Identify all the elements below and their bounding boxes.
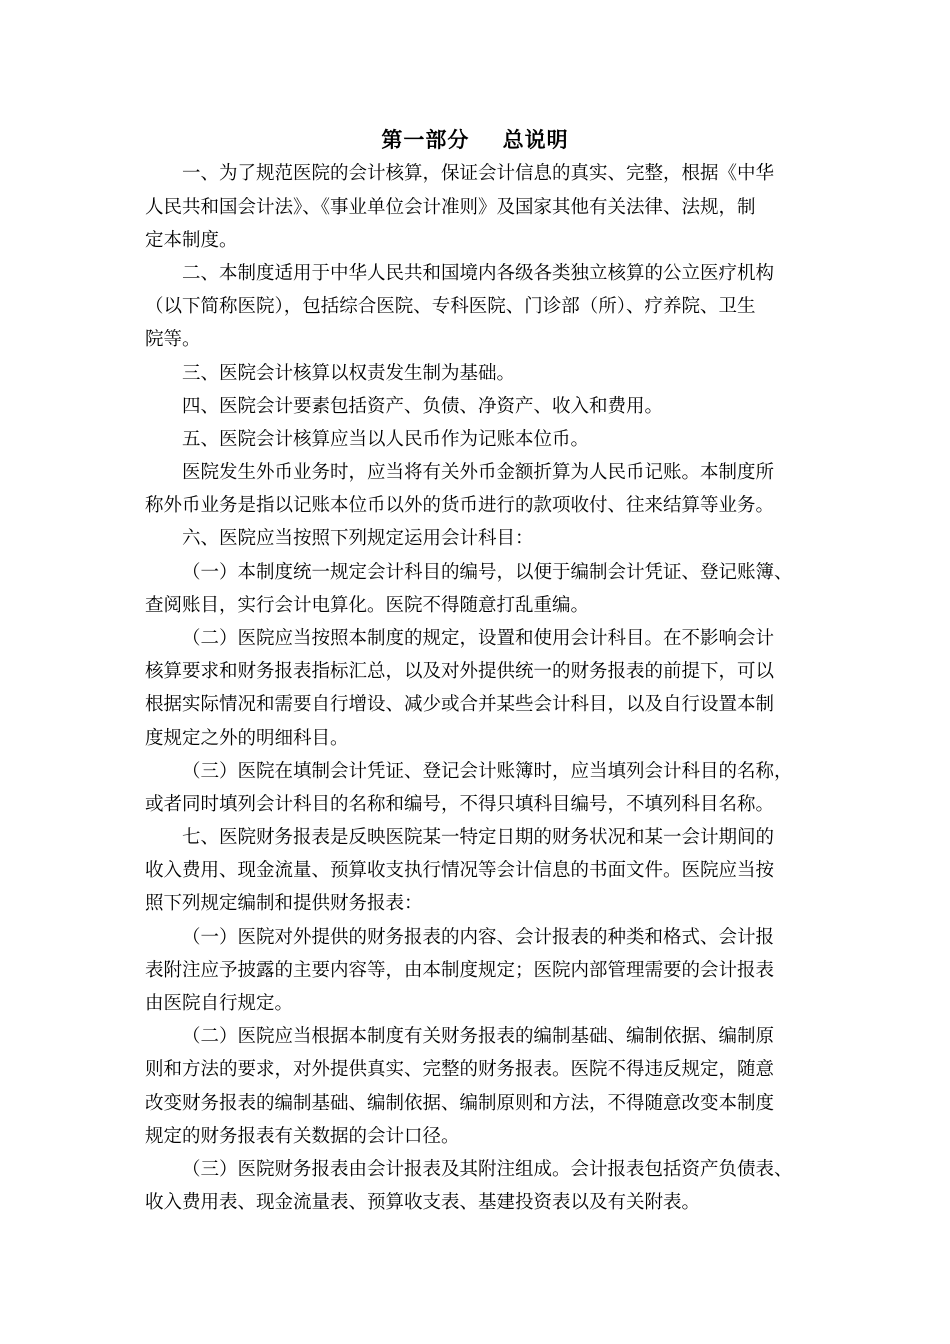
paragraph-line: 医院发生外币业务时，应当将有关外币金额折算为人民币记账。本制度所 [182,462,775,483]
paragraph-line: （三）医院财务报表由会计报表及其附注组成。会计报表包括资产负债表、 [182,1159,793,1180]
paragraph-line: 根据实际情况和需要自行增设、减少或合并某些会计科目，以及自行设置本制 [145,694,775,715]
paragraph-line: （一）医院对外提供的财务报表的内容、会计报表的种类和格式、会计报 [182,927,775,948]
paragraph-line: 三、医院会计核算以权责发生制为基础。 [182,363,516,384]
paragraph-line: 六、医院应当按照下列规定运用会计科目： [182,528,534,549]
paragraph-line: 称外币业务是指以记账本位币以外的货币进行的款项收付、往来结算等业务。 [145,495,775,516]
paragraph-line: （一）本制度统一规定会计科目的编号，以便于编制会计凭证、登记账簿、 [182,562,793,583]
page-title: 第一部分 总说明 [381,127,569,152]
paragraph-line: 照下列规定编制和提供财务报表： [145,893,423,914]
paragraph-line: 定本制度。 [145,230,238,251]
paragraph-line: 一、为了规范医院的会计核算，保证会计信息的真实、完整，根据《中华 [182,163,775,184]
paragraph-line: 度规定之外的明细科目。 [145,728,349,749]
paragraph-line: （二）医院应当根据本制度有关财务报表的编制基础、编制依据、编制原 [182,1026,775,1047]
paragraph-line: 二、本制度适用于中华人民共和国境内各级各类独立核算的公立医疗机构 [182,263,775,284]
paragraph-line: 则和方法的要求，对外提供真实、完整的财务报表。医院不得违反规定，随意 [145,1059,775,1080]
paragraph-line: 查阅账目，实行会计电算化。医院不得随意打乱重编。 [145,595,590,616]
paragraph-line: 规定的财务报表有关数据的会计口径。 [145,1126,460,1147]
paragraph-line: 或者同时填列会计科目的名称和编号，不得只填科目编号，不填列科目名称。 [145,794,775,815]
paragraph-line: （三）医院在填制会计凭证、登记会计账簿时，应当填列会计科目的名称， [182,761,793,782]
paragraph-line: 由医院自行规定。 [145,993,294,1014]
paragraph-line: （二）医院应当按照本制度的规定，设置和使用会计科目。在不影响会计 [182,628,775,649]
paragraph-line: 七、医院财务报表是反映医院某一特定日期的财务状况和某一会计期间的 [182,827,775,848]
paragraph-line: 五、医院会计核算应当以人民币作为记账本位币。 [182,429,590,450]
paragraph-line: 改变财务报表的编制基础、编制依据、编制原则和方法，不得随意改变本制度 [145,1093,775,1114]
paragraph-line: 四、医院会计要素包括资产、负债、净资产、收入和费用。 [182,396,664,417]
paragraph-line: 核算要求和财务报表指标汇总，以及对外提供统一的财务报表的前提下，可以 [145,661,775,682]
paragraph-line: 表附注应予披露的主要内容等，由本制度规定；医院内部管理需要的会计报表 [145,960,775,981]
paragraph-line: 院等。 [145,329,201,350]
paragraph-line: 收入费用、现金流量、预算收支执行情况等会计信息的书面文件。医院应当按 [145,860,775,881]
paragraph-line: 收入费用表、现金流量表、预算收支表、基建投资表以及有关附表。 [145,1192,701,1213]
paragraph-line: （以下简称医院），包括综合医院、专科医院、门诊部（所）、疗养院、卫生 [145,296,756,317]
paragraph-line: 人民共和国会计法》、《事业单位会计准则》及国家其他有关法律、法规，制 [145,197,756,218]
